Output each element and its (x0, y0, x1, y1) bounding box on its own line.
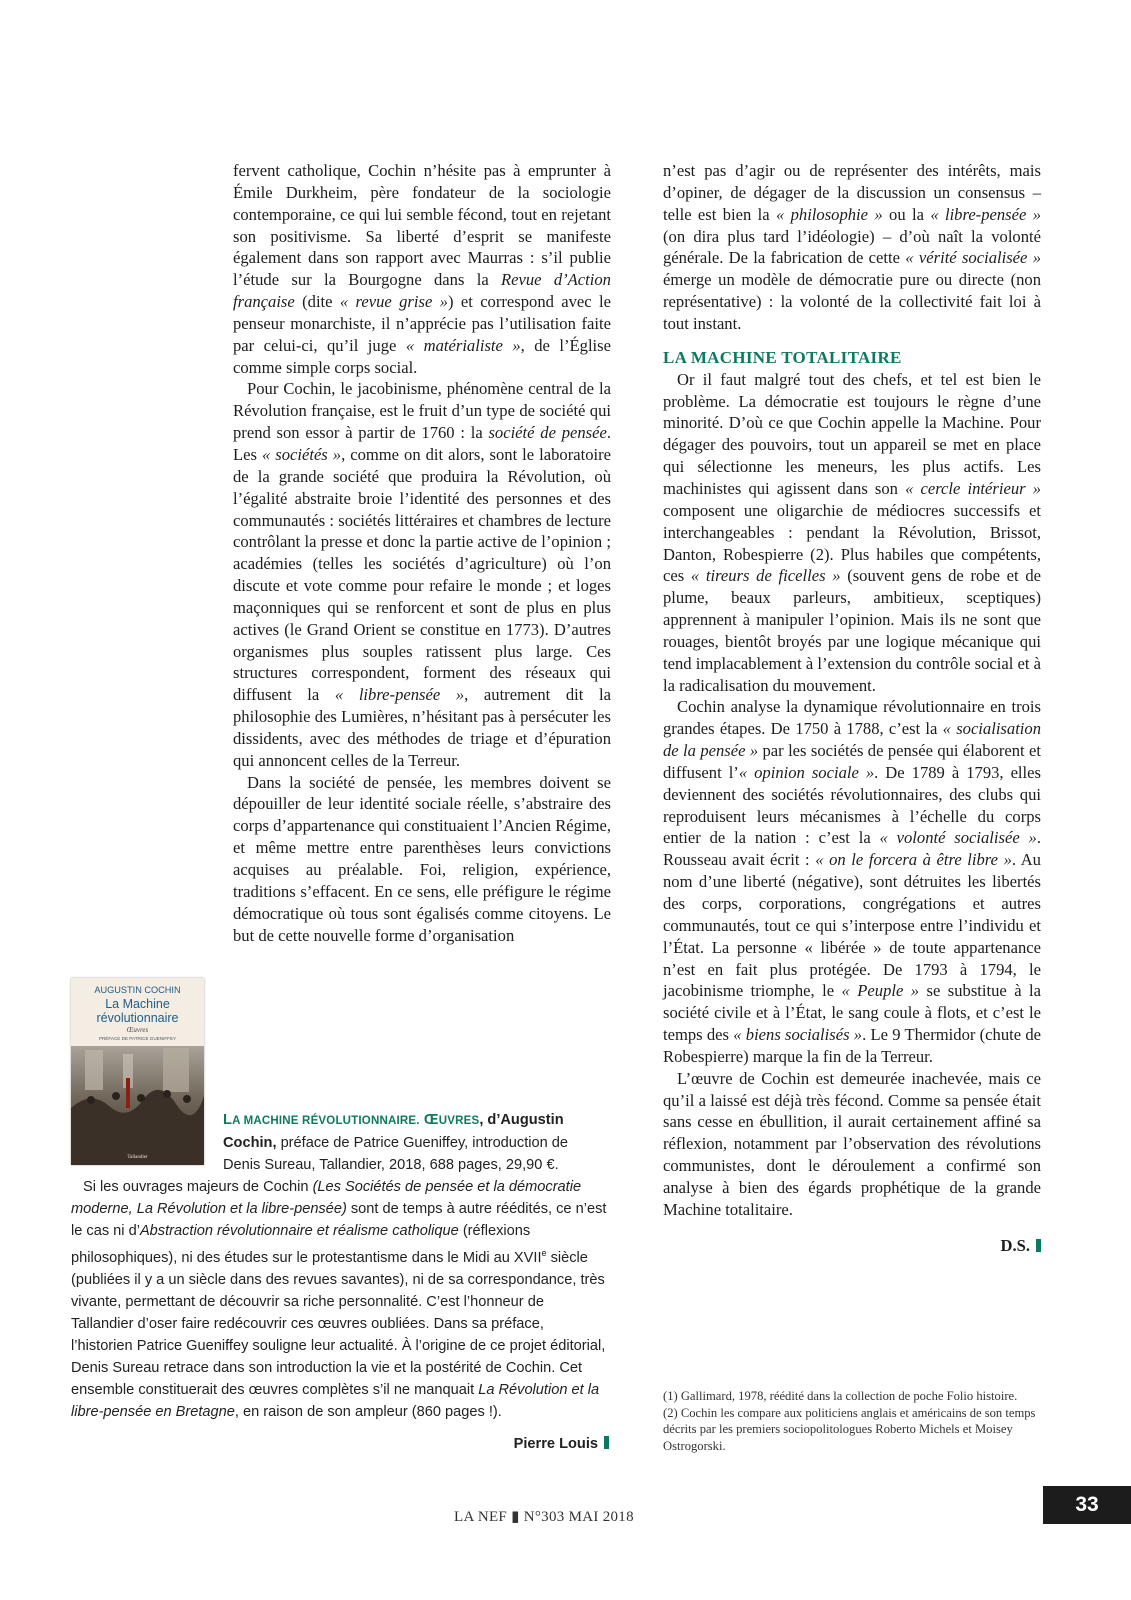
paragraph: fervent catholique, Cochin n’hésite pas à emprunter à Émile Durkheim, père fondateur de la sociologie contemporaine, ce qui lui semble fécond, tout en rejetant son positivisme. Sa liberté d’esprit se manifeste également dans son rapport avec Maurras : s’il publie l’étude sur la Bourgogne dans la Revue d’Action française (dite « revue grise ») et correspond avec le penseur monarchiste, il n’apprécie pas l’utilisation faite par celui-ci, qu’il juge « matérialiste », de l’Église comme simple corps social. (233, 161, 611, 377)
article-column-middle (233, 160, 611, 946)
book-cover-publisher: Tallandier (127, 1155, 148, 1160)
review-text: Si les ouvrages majeurs de Cochin (Les Sociétés de pensée et la démocratie moderne, La Révolution et la libre-pensée) sont de temps à autre réédités, ce n’est le cas ni d’Abstraction révolutionnaire et réalisme catholique (réflexions philosophiques), ni des études sur le protestantisme dans le Midi au XVIIe siècle (publiées il y a un siècle dans des revues savantes), ni de sa correspondance, très vivante, permettant de découvrir sa riche personnalité. C’est l’honneur de Tallandier d’oser faire redécouvrir ces œuvres oubliées. Dans sa préface, l’historien Patrice Gueniffey souligne leur actualité. À l’origine de ce projet éditorial, Denis Sureau retrace dans son introduction la vie et la postérité de Cochin. Cet ensemble constituerait des œuvres complètes s’il ne manquait La Révolution et la libre-pensée en Bretagne, en raison de son ampleur (860 pages !). (71, 1179, 607, 1420)
paragraph: L’œuvre de Cochin est demeurée inachevée, mais ce qu’il a laissé est déjà très fécond. Comme sa pensée était sans cesse en ébullition, il aurait certainement affiné sa réflexion, notamment par l’observation des révolutions communistes, dont le déroulement a confirmé son analyse à bien des égards prophétique de la grande Machine totalitaire. (663, 1068, 1041, 1219)
page-footer: LA NEF ▮ N°303 MAI 2018 (454, 1509, 634, 1525)
end-mark-icon (1036, 1239, 1041, 1252)
review-signature: Pierre Louis (71, 1433, 609, 1455)
paragraph: Pour Cochin, le jacobinisme, phénomène central de la Révolution française, est le fruit d’un type de société qui prend son essor à partir de 1760 : la société de pensée. Les « sociétés », comme on dit alors, sont le laboratoire de la grande société que produira la Révolution, où l’égalité abstraite broie l’identité des personnes et des communautés : sociétés littéraires et chambres de lecture contrôlant la presse et donc la partie active de l’opinion ; académies (telles les sociétés d’agriculture) où l’on discute et vote comme pour refaire le monde ; et loges maçonniques qui se renforcent et sont de plus en plus actives (le Grand Orient se constitue en 1773). D’autres organismes plus souples ratissent plus large. Ces structures correspondent, forment des réseaux qui diffusent la « libre-pensée », autrement dit la philosophie des Lumières, n’hésitant pas à persécuter les dissidents, avec des méthodes de triage et d’épuration qui annoncent celles de la Terreur. (233, 379, 611, 770)
book-caption: LA MACHINE RÉVOLUTIONNAIRE. ŒUVRES, d’Augustin Cochin, préface de Patrice Gueniffey, introduction de Denis Sureau, Tallandier, 2018, 688 pages, 29,90 €. (223, 1112, 569, 1173)
paragraph: Cochin analyse la dynamique révolutionnaire en trois grandes étapes. De 1750 à 1788, c’est la « socialisation de la pensée » par les sociétés de pensée qui élaborent et diffusent l’« opinion sociale ». De 1789 à 1793, elles deviennent des sociétés révolutionnaires, des clubs qui reproduisent leurs mécanismes à l’échelle du corps entier de la nation : c’est la « volonté socialisée ». Rousseau avait écrit : « on le forcera à être libre ». Au nom d’une liberté (négative), sont détruites les libertés des corps, corporations, congrégations et autres communautés, tout ce qui s’interpose entre l’individu et l’État. La personne « libérée » de toute appartenance n’est en fait plus protégée. De 1793 à 1794, le jacobinisme triomphe, le « Peuple » se substitue à la société civile et à l’État, le sang coule à flots, et c’est le temps des « biens socialisés ». Le 9 Thermidor (chute de Robespierre) marque la fin de la Terreur. (663, 697, 1042, 1066)
article-column-right (663, 160, 1041, 1257)
section-heading: LA MACHINE TOTALITAIRE (663, 347, 902, 367)
paragraph: Dans la société de pensée, les membres doivent se dépouiller de leur identité sociale réelle, s’abstraire des corps d’appartenance qui constituaient l’Ancien Régime, et même mettre entre parenthèses leurs convictions acquises au préalable. Foi, religion, expérience, traditions s’effacent. En ce sens, elle préfigure le régime démocratique où tous sont égalisés comme citoyens. Le but de cette nouvelle forme d’organisation (233, 772, 611, 945)
author-signature: D.S. (663, 1235, 1041, 1257)
page-number: 33 (1043, 1486, 1131, 1524)
book-review (71, 1109, 609, 1455)
book-cover-preface: PRÉFACE DE PATRICE GUENIFFEY (98, 1036, 177, 1041)
book-cover-title-1: La Machine (105, 997, 170, 1011)
paragraph: n’est pas d’agir ou de représenter des intérêts, mais d’opiner, de dégager de la discussion un consensus – telle est bien la « philosophie » ou la « libre-pensée » (on dira plus tard l’idéologie) – d’où naît la volonté générale. De la fabrication de cette « vérité socialisée » émerge un modèle de démocratie pure ou directe (non représentative) : la volonté de la collectivité fait loi à tout instant. (663, 161, 1042, 333)
book-title: LA MACHINE RÉVOLUTIONNAIRE. ŒUVRES (223, 1112, 480, 1128)
book-cover-title-2: révolutionnaire (96, 1011, 179, 1025)
book-cover-author: AUGUSTIN COCHIN (94, 985, 181, 995)
footnotes (663, 1388, 1041, 1454)
book-cover-subtitle: Œuvres (126, 1026, 149, 1034)
end-mark-icon (604, 1436, 609, 1449)
footnote-1: (1) Gallimard, 1978, réédité dans la collection de poche Folio histoire. (663, 1389, 1018, 1403)
footnote-2: (2) Cochin les compare aux politiciens anglais et américains de son temps décrits par les premiers sociopolitologues Roberto Michels et Moisey Ostrogorski. (663, 1405, 1036, 1453)
paragraph: Or il faut malgré tout des chefs, et tel est bien le problème. La démocratie est toujours le règne d’une minorité. D’où ce que Cochin appelle la Machine. Pour dégager des pouvoirs, tout un appareil se met en place qui sélectionne les meneurs, les plus actifs. Les machinistes qui agissent dans son « cercle intérieur » composent une oligarchie de médiocres successifs et interchangeables : pendant la Révolution, Brissot, Danton, Robespierre (2). Plus habiles que compétents, ces « tireurs de ficelles » (souvent gens de robe et de plume, beaux parleurs, ambitieux, sceptiques) apprennent à manipuler l’opinion. Mais ils ne sont que rouages, bientôt broyés par une logique mécanique qui tend implacablement à l’extension du contrôle social et à la radicalisation du mouvement. (663, 369, 1041, 695)
